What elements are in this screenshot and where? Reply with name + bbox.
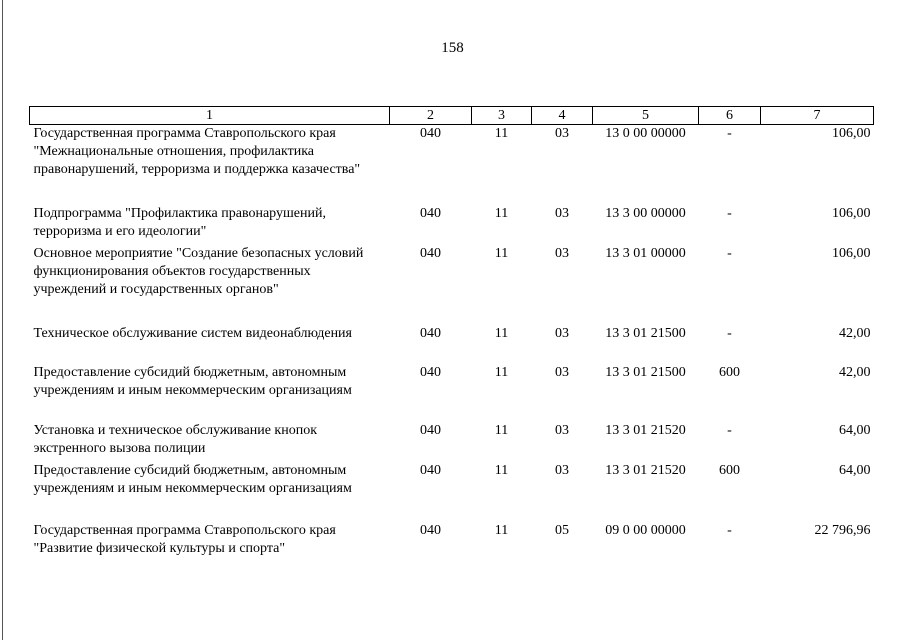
row-code-6: - xyxy=(727,522,732,538)
row-code-6: - xyxy=(727,422,732,438)
column-header-7: 7 xyxy=(761,107,874,125)
row-code-4: 03 xyxy=(555,126,569,141)
table-row xyxy=(30,462,874,522)
row-name: Предоставление субсидий бюджетным, автономным учреждениям и иным некоммерческим организациям xyxy=(33,462,352,496)
table-row xyxy=(30,245,874,325)
row-code-3: 11 xyxy=(494,325,509,341)
table-row xyxy=(30,125,874,205)
row-amount: 106,00 xyxy=(832,205,871,221)
row-code-6: - xyxy=(727,245,732,261)
row-code-2: 040 xyxy=(420,126,441,141)
row-amount: 22 796,96 xyxy=(814,522,871,538)
row-code-6: - xyxy=(727,325,732,341)
row-code-6: - xyxy=(727,205,732,221)
row-code-3: 11 xyxy=(494,364,509,380)
row-code-2: 040 xyxy=(420,364,441,380)
row-code-4: 03 xyxy=(555,364,569,380)
row-code-2: 040 xyxy=(420,522,441,538)
table-header-row xyxy=(30,107,874,125)
row-code-4: 03 xyxy=(555,462,569,478)
row-code-4: 03 xyxy=(555,325,569,341)
row-code-3: 11 xyxy=(494,205,509,221)
page-left-edge-line xyxy=(2,0,3,640)
page-number: 158 xyxy=(441,40,464,56)
row-code-5: 13 3 01 21500 xyxy=(605,325,686,341)
row-code-6: - xyxy=(727,126,732,141)
row-code-4: 05 xyxy=(555,522,569,538)
row-code-3: 11 xyxy=(494,126,509,141)
row-code-5: 13 3 01 00000 xyxy=(605,245,686,261)
row-name: Установка и техническое обслуживание кнопок экстренного вызова полиции xyxy=(33,422,317,456)
row-code-4: 03 xyxy=(555,422,569,438)
row-name: Подпрограмма "Профилактика правонарушений, терроризма и его идеологии" xyxy=(33,205,326,239)
row-code-2: 040 xyxy=(420,245,441,261)
row-name: Техническое обслуживание систем видеонаблюдения xyxy=(33,325,352,341)
row-amount: 64,00 xyxy=(839,462,871,478)
row-code-5: 13 3 00 00000 xyxy=(605,205,686,221)
row-amount: 42,00 xyxy=(839,364,871,380)
row-code-4: 03 xyxy=(555,245,569,261)
table-row xyxy=(30,205,874,245)
row-amount: 42,00 xyxy=(839,325,871,341)
row-code-2: 040 xyxy=(420,325,441,341)
row-code-6: 600 xyxy=(719,364,740,380)
row-code-3: 11 xyxy=(494,245,509,261)
row-name: Государственная программа Ставропольского края "Развитие физической культуры и спорта" xyxy=(33,522,336,556)
row-code-3: 11 xyxy=(494,522,509,538)
row-code-4: 03 xyxy=(555,205,569,221)
row-code-3: 11 xyxy=(494,462,509,478)
row-name: Предоставление субсидий бюджетным, автономным учреждениям и иным некоммерческим организациям xyxy=(33,364,352,398)
row-code-5: 13 3 01 21520 xyxy=(605,462,686,478)
column-header-5: 5 xyxy=(593,107,699,125)
row-code-6: 600 xyxy=(719,462,740,478)
row-code-3: 11 xyxy=(494,422,509,438)
table-row xyxy=(30,364,874,422)
row-code-2: 040 xyxy=(420,422,441,438)
row-name: Основное мероприятие "Создание безопасных условий функционирования объектов государственных учреждений и государственных органов" xyxy=(33,245,364,297)
row-code-5: 09 0 00 00000 xyxy=(605,522,686,538)
table-row xyxy=(30,422,874,462)
budget-table xyxy=(29,106,874,562)
row-code-5: 13 0 00 00000 xyxy=(605,126,686,141)
row-code-2: 040 xyxy=(420,462,441,478)
column-header-3: 3 xyxy=(472,107,532,125)
table-row xyxy=(30,325,874,364)
row-amount: 106,00 xyxy=(832,245,871,261)
column-header-4: 4 xyxy=(532,107,593,125)
column-header-2: 2 xyxy=(390,107,472,125)
row-code-5: 13 3 01 21500 xyxy=(605,364,686,380)
row-code-5: 13 3 01 21520 xyxy=(605,422,686,438)
row-name: Государственная программа Ставропольского края "Межнациональные отношения, профилактика правонарушений, терроризма и поддержка казачества" xyxy=(33,126,361,177)
table-row xyxy=(30,522,874,562)
row-amount: 64,00 xyxy=(839,422,871,438)
row-amount: 106,00 xyxy=(832,126,871,141)
column-header-1: 1 xyxy=(30,107,390,125)
column-header-6: 6 xyxy=(699,107,761,125)
row-code-2: 040 xyxy=(420,205,441,221)
